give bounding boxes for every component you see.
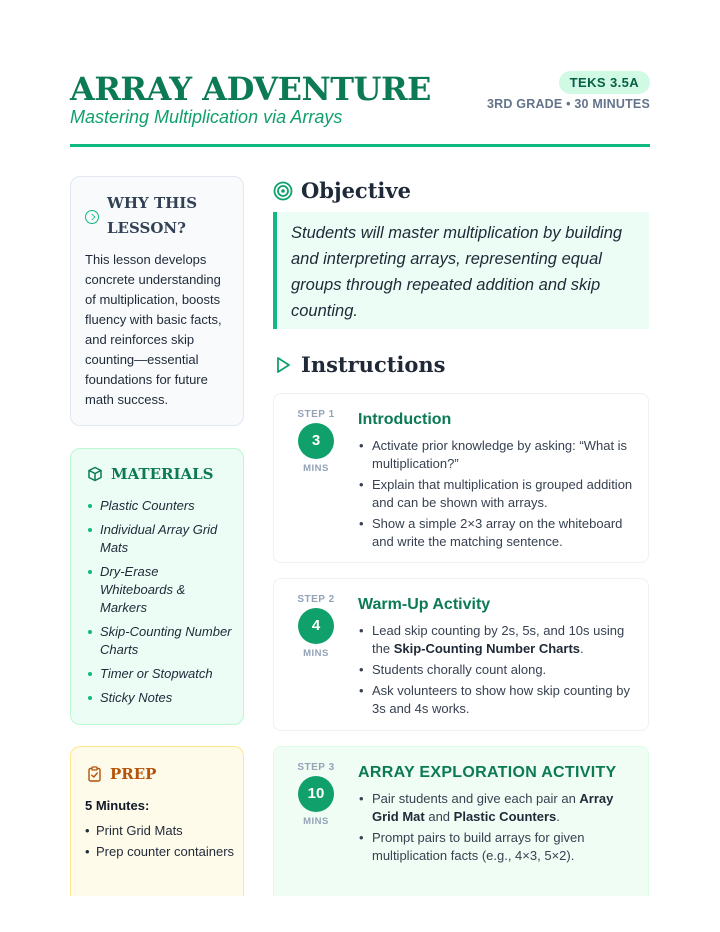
step-bullets [358,622,638,721]
step-minutes: 10 [298,776,334,812]
step-minutes: 3 [298,423,334,459]
bullet-text: Lead skip counting by 2s, 5s, and 10s using the [372,623,625,656]
header-divider [70,144,650,147]
material-item: Timer or Stopwatch [85,665,235,683]
prep-subtitle: 5 Minutes: [85,798,150,813]
prep-card [70,746,244,896]
bullet-bold: Skip-Counting Number Charts [393,641,581,656]
step-mins-label: MINS [303,816,329,827]
bullet-text: . [556,809,560,824]
step-bullet: • Show a simple 2×3 array on the whiteboard and write the matching sentence. [358,515,638,551]
step-bullet: • Activate prior knowledge by asking: “What is multiplication?” [358,437,638,473]
step-mins-label: MINS [303,648,329,659]
step-card [273,393,649,563]
bullet-text: and [424,809,454,824]
step-label: STEP 1 [297,409,335,420]
compass-icon [85,210,99,224]
play-icon [273,355,293,375]
prep-item: • Prep counter containers [85,843,235,860]
material-item: Skip-Counting Number Charts [85,623,235,659]
step-bullet: • Students chorally count along. [358,661,638,679]
objective-box [273,212,649,329]
clipboard-check-icon [87,766,102,782]
target-icon [273,181,293,201]
prep-list [85,822,235,864]
step-bullet: • Prompt pairs to build arrays for given multiplication facts (e.g., 4×3, 5×2). [358,829,638,865]
why-body: This lesson develops concrete understanding of multiplication, boosts fluency with basic facts, and reinforces skip counting—essential foundations for future math success. [85,252,222,407]
step-bullet: • Explain that multiplication is grouped addition and can be shown with arrays. [358,476,638,512]
step-title: Warm-Up Activity [358,596,491,613]
bullet-bold: Plastic Counters [453,809,557,824]
lesson-subtitle: Mastering Multiplication via Arrays [70,107,343,127]
instructions-title: Instructions [301,352,446,377]
prep-title: PREP [110,765,157,783]
material-item: Dry-Erase Whiteboards & Markers [85,563,235,617]
step-bullets [358,790,638,868]
objective-text: Students will master multiplication by building and interpreting arrays, representing equal groups through repeated addition and skip counting. [291,224,623,320]
materials-card [70,448,244,725]
step-label: STEP 3 [297,762,335,773]
materials-title: MATERIALS [111,465,214,483]
step-mins-label: MINS [303,463,329,474]
materials-list [85,497,235,713]
step-card [273,746,649,896]
objective-header [273,178,411,203]
step-title: Introduction [358,411,452,428]
bullet-text: . [580,641,584,656]
step-title: ARRAY EXPLORATION ACTIVITY [358,764,617,781]
box-icon [87,466,103,482]
why-card [70,176,244,426]
objective-title: Objective [301,178,411,203]
bullet-bold: Array Grid Mat [372,791,614,824]
instructions-header [273,352,446,377]
material-item: Individual Array Grid Mats [85,521,235,557]
prep-item: • Print Grid Mats [85,822,235,839]
why-title: WHY THIS LESSON? [107,194,198,237]
material-item: Plastic Counters [85,497,235,515]
bullet-text: Pair students and give each pair an [372,791,580,806]
step-bullet: • Ask volunteers to show how skip counting by 3s and 4s works. [358,682,638,718]
step-card [273,578,649,731]
step-bullet [358,790,638,826]
teks-badge: TEKS 3.5A [559,71,650,94]
lesson-title: ARRAY ADVENTURE [70,70,431,108]
step-label: STEP 2 [297,594,335,605]
step-bullet [358,622,638,658]
step-minutes: 4 [298,608,334,644]
material-item: Sticky Notes [85,689,235,707]
grade-time: 3RD GRADE • 30 MINUTES [487,97,650,111]
step-bullets [358,437,638,554]
